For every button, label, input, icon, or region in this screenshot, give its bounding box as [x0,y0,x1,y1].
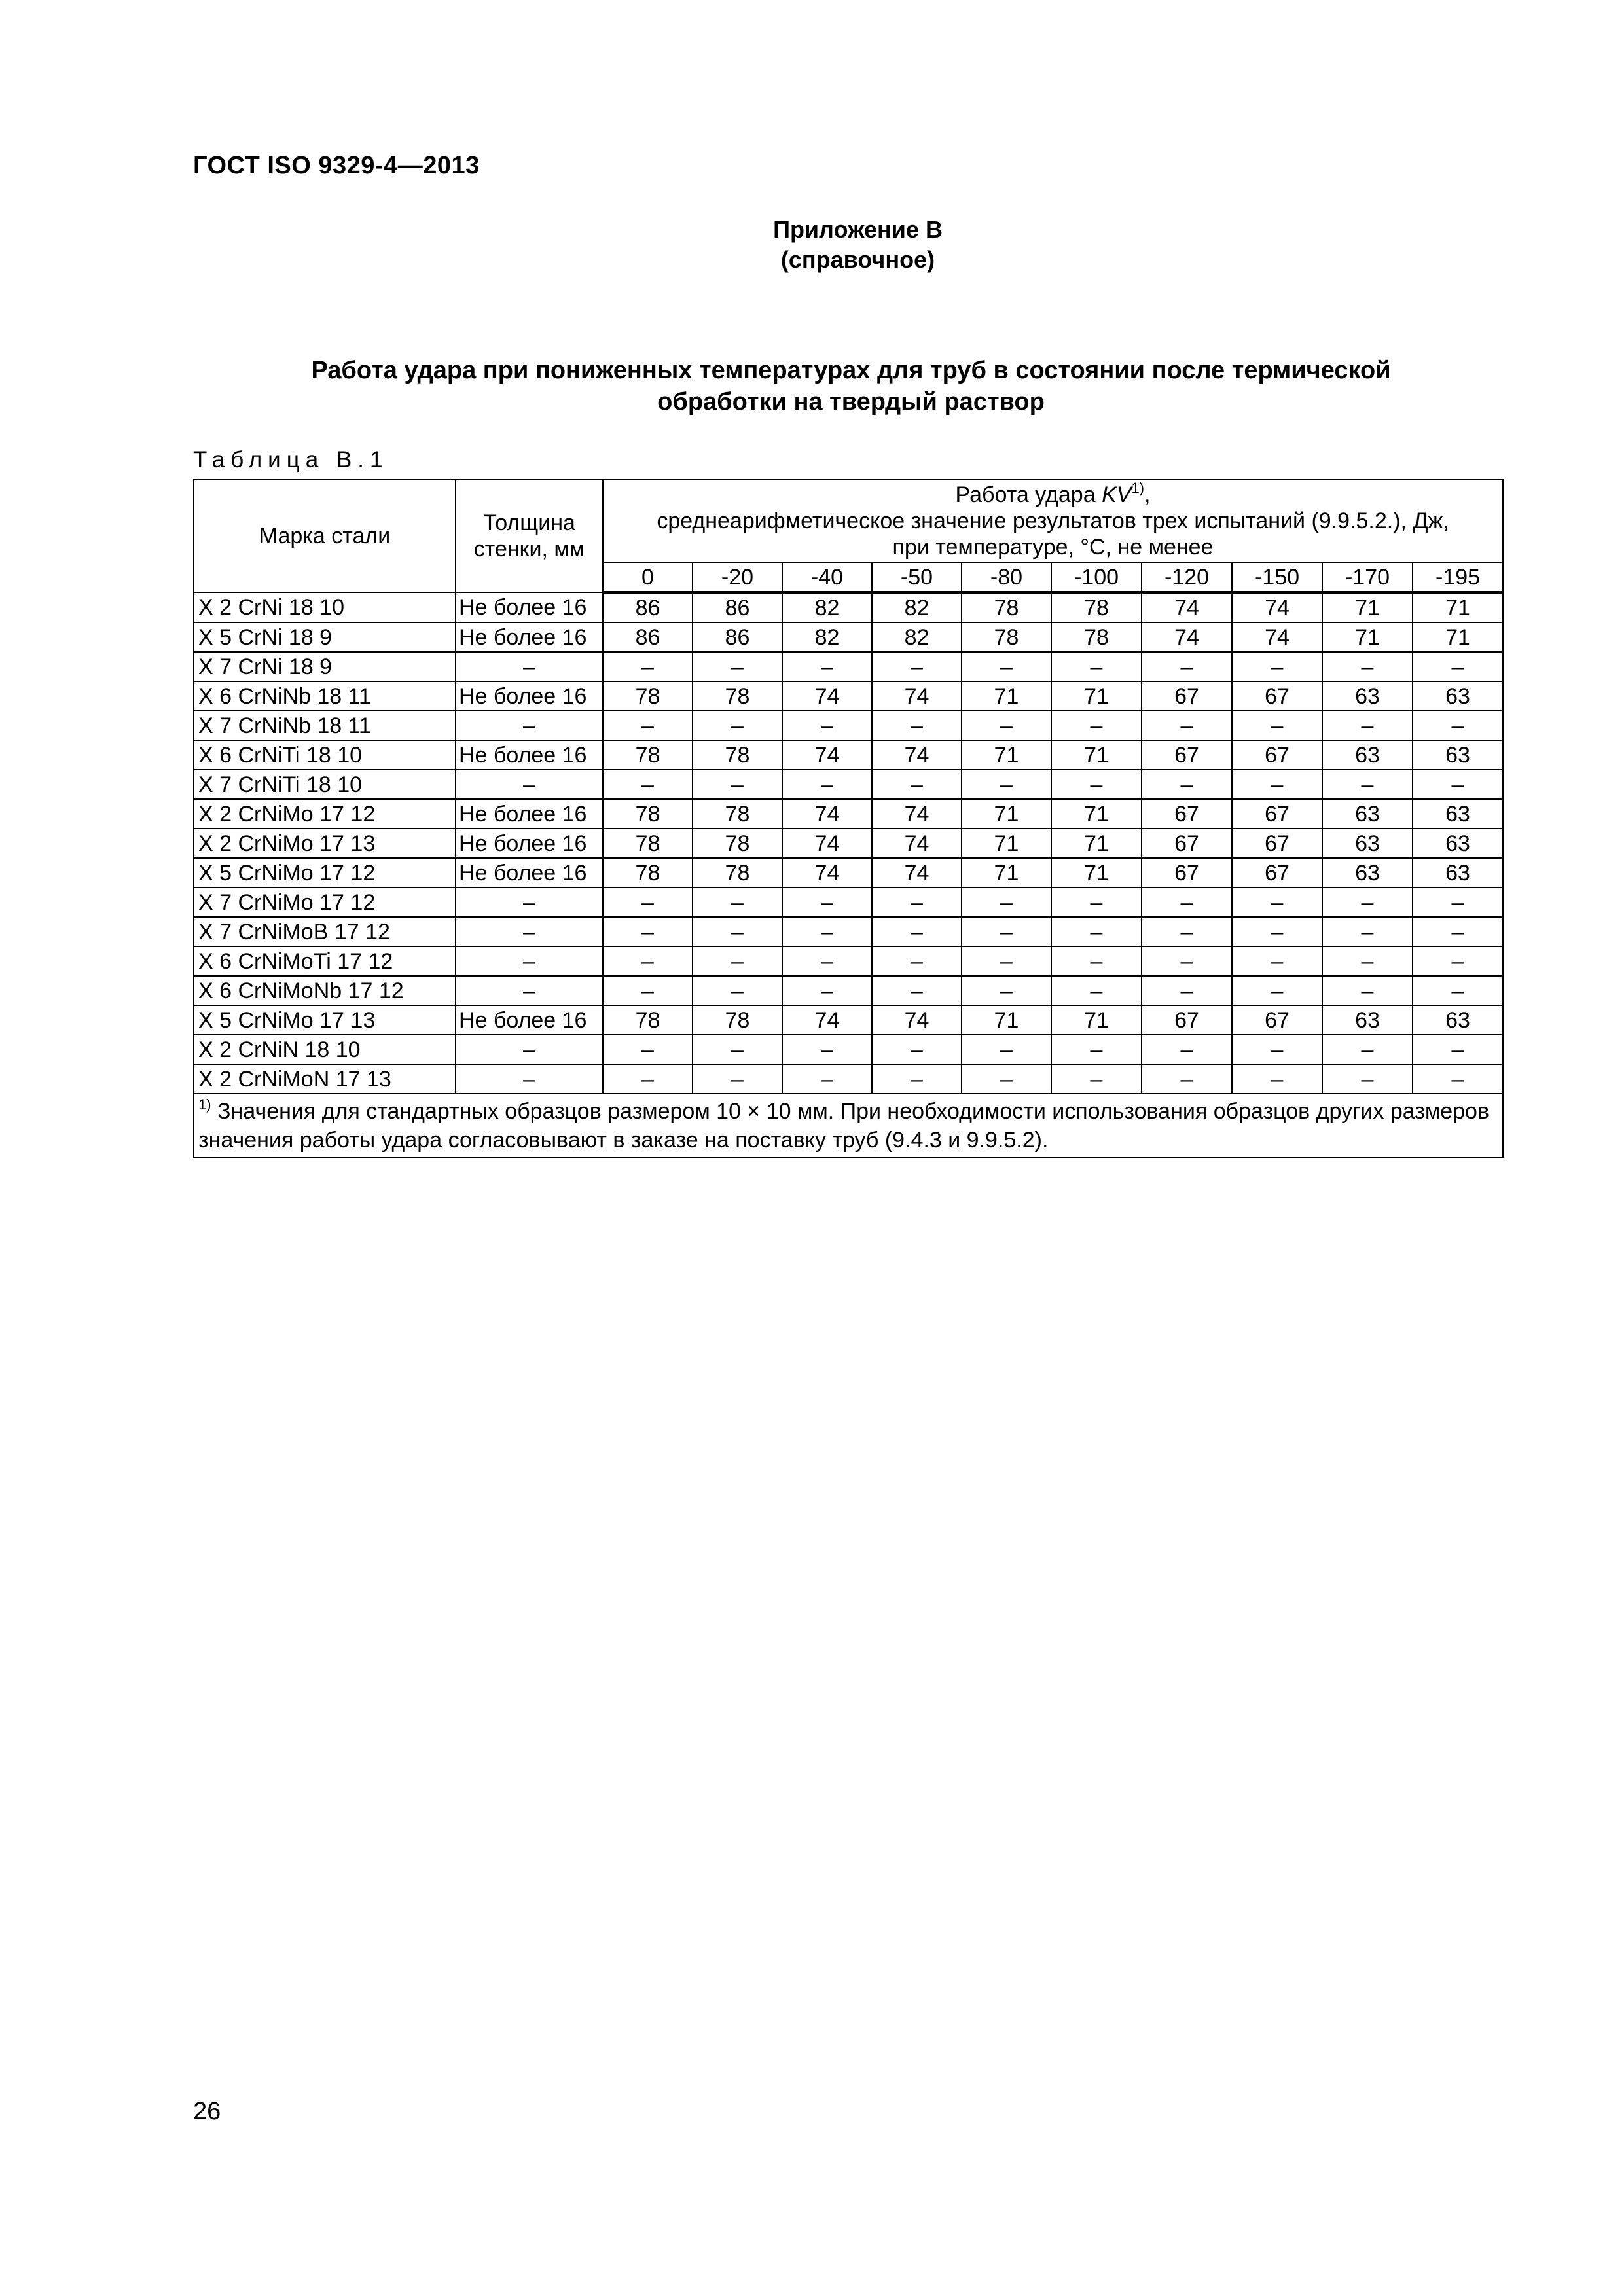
cell-thickness: – [456,770,603,799]
cell-value: 63 [1413,858,1503,888]
footnote-text: Значения для стандартных образцов размером 10 × 10 мм. При необходимости использования образцов других размеров значения работы удара согласовывают в заказе на поставку труб (9.4.3 и 9.9.5.2). [198,1099,1490,1153]
cell-value: 74 [782,1005,872,1035]
cell-grade: X 6 CrNiNb 18 11 [194,681,456,711]
table-row [194,829,1503,858]
cell-value: – [1142,917,1232,946]
cell-value: – [693,888,782,917]
cell-value: – [872,1064,962,1094]
cell-grade: X 7 CrNi 18 9 [194,652,456,681]
cell-value: 78 [603,858,693,888]
cell-value: – [1232,888,1322,917]
cell-value: – [1413,888,1503,917]
table-row [194,1064,1503,1094]
cell-thickness: – [456,711,603,740]
table-row [194,976,1503,1005]
cell-value: 67 [1232,829,1322,858]
cell-value: – [1051,770,1142,799]
cell-value: – [1051,946,1142,976]
cell-value: 63 [1322,740,1413,770]
cell-value: 78 [603,1005,693,1035]
cell-value: – [603,770,693,799]
cell-value: 67 [1142,829,1232,858]
cell-value: – [872,976,962,1005]
cell-value: 71 [1051,740,1142,770]
table-row [194,652,1503,681]
table-label: Таблица В.1 [193,447,389,473]
impact-label: Работа удара [955,482,1102,507]
cell-value: – [1142,946,1232,976]
cell-grade: X 5 CrNi 18 9 [194,622,456,652]
cell-value: 71 [1322,592,1413,622]
cell-value: 78 [962,592,1051,622]
cell-value: 63 [1413,829,1503,858]
page-title: Работа удара при пониженных температурах для труб в состоянии после термической обработки на твердый раствор [311,357,1391,416]
cell-value: 71 [1051,1005,1142,1035]
cell-value: – [603,946,693,976]
appendix-line2: (справочное) [780,246,935,273]
cell-value: – [872,770,962,799]
cell-value: 78 [603,681,693,711]
cell-value: – [1232,770,1322,799]
table-row [194,946,1503,976]
cell-value: 71 [962,858,1051,888]
table-row [194,711,1503,740]
cell-value: – [872,888,962,917]
cell-value: – [1232,917,1322,946]
cell-value: 86 [693,622,782,652]
header-temp-5: -100 [1051,562,1142,592]
table-row [194,917,1503,946]
cell-value: – [693,976,782,1005]
cell-value: – [603,888,693,917]
cell-value: – [1232,1064,1322,1094]
cell-value: 78 [1051,622,1142,652]
cell-value: – [693,770,782,799]
cell-value: – [782,1035,872,1064]
cell-thickness: Не более 16 [456,799,603,829]
cell-value: – [872,946,962,976]
cell-grade: X 2 CrNiMo 17 13 [194,829,456,858]
header-temp-9: -195 [1413,562,1503,592]
cell-value: – [1051,976,1142,1005]
cell-value: – [1322,770,1413,799]
header-temp-6: -120 [1142,562,1232,592]
cell-value: – [603,1035,693,1064]
cell-value: 67 [1232,799,1322,829]
impact-kv: KV [1102,482,1132,507]
header-temp-0: 0 [603,562,693,592]
table-row [194,799,1503,829]
cell-value: – [782,917,872,946]
cell-value: – [1413,770,1503,799]
header-thickness-line1: Толщина [483,511,575,535]
cell-grade: X 2 CrNiN 18 10 [194,1035,456,1064]
footnote [194,1094,1503,1158]
cell-value: 78 [603,740,693,770]
cell-value: – [1413,976,1503,1005]
header-temp-1: -20 [693,562,782,592]
cell-value: 67 [1232,1005,1322,1035]
cell-value: – [1232,976,1322,1005]
cell-value: – [782,770,872,799]
cell-value: – [1413,917,1503,946]
cell-grade: X 2 CrNi 18 10 [194,592,456,622]
impact-comma: , [1144,482,1151,507]
cell-grade: X 6 CrNiMoTi 17 12 [194,946,456,976]
cell-value: 86 [693,592,782,622]
cell-value: – [693,711,782,740]
cell-value: – [1322,652,1413,681]
cell-value: – [603,652,693,681]
cell-value: – [962,770,1051,799]
cell-thickness: – [456,946,603,976]
cell-value: – [1051,917,1142,946]
cell-value: – [1051,888,1142,917]
table-row [194,1005,1503,1035]
cell-value: – [603,711,693,740]
header-impact-line3: при температуре, °С, не менее [892,535,1214,560]
cell-value: 74 [1232,622,1322,652]
cell-grade: X 5 CrNiMo 17 12 [194,858,456,888]
cell-value: – [1142,711,1232,740]
cell-value: – [782,976,872,1005]
cell-value: – [693,1035,782,1064]
cell-value: – [782,711,872,740]
header-thickness [456,480,603,592]
cell-value: 82 [872,592,962,622]
cell-value: 74 [782,829,872,858]
cell-value: 74 [872,1005,962,1035]
cell-value: 71 [1051,858,1142,888]
cell-value: – [782,1064,872,1094]
cell-value: 67 [1232,740,1322,770]
cell-thickness: – [456,917,603,946]
cell-value: 74 [1142,592,1232,622]
cell-value: – [962,946,1051,976]
cell-value: – [1322,888,1413,917]
cell-value: – [782,888,872,917]
header-grade: Марка стали [194,480,456,592]
impact-footnote-ref: 1) [1131,480,1144,496]
cell-value: – [1051,1035,1142,1064]
cell-thickness: – [456,1035,603,1064]
cell-value: – [1142,888,1232,917]
cell-value: 71 [1051,799,1142,829]
cell-value: – [1232,652,1322,681]
table-row [194,858,1503,888]
cell-value: – [962,1035,1051,1064]
cell-value: 71 [1413,592,1503,622]
cell-value: – [1142,1064,1232,1094]
cell-value: – [693,1064,782,1094]
cell-grade: X 2 CrNiMoN 17 13 [194,1064,456,1094]
page-number: 26 [193,2098,221,2125]
cell-value: 82 [782,622,872,652]
header-temp-2: -40 [782,562,872,592]
cell-value: – [1142,770,1232,799]
cell-value: 74 [782,740,872,770]
cell-value: 78 [693,799,782,829]
cell-thickness: Не более 16 [456,740,603,770]
cell-value: 78 [693,829,782,858]
cell-value: 67 [1142,740,1232,770]
cell-value: – [1413,711,1503,740]
cell-value: 74 [782,681,872,711]
cell-value: 78 [603,829,693,858]
cell-value: 67 [1142,799,1232,829]
cell-value: – [1322,711,1413,740]
cell-value: – [782,946,872,976]
cell-value: 74 [872,858,962,888]
cell-value: 78 [1051,592,1142,622]
cell-value: 74 [872,799,962,829]
cell-value: – [872,917,962,946]
cell-value: 63 [1413,740,1503,770]
appendix-heading [0,215,1624,275]
cell-value: 67 [1142,1005,1232,1035]
header-thickness-line2: стенки, мм [473,537,585,562]
cell-value: – [1413,1064,1503,1094]
cell-value: – [1413,652,1503,681]
cell-value: – [872,711,962,740]
cell-value: 74 [1232,592,1322,622]
cell-value: 74 [782,858,872,888]
cell-value: – [693,946,782,976]
cell-value: – [1142,652,1232,681]
cell-value: – [872,652,962,681]
header-row-1 [194,480,1503,562]
cell-thickness: – [456,1064,603,1094]
cell-value: – [782,652,872,681]
cell-value: 63 [1413,1005,1503,1035]
cell-value: 63 [1413,799,1503,829]
cell-thickness: Не более 16 [456,1005,603,1035]
header-impact [603,480,1503,562]
cell-value: 71 [962,799,1051,829]
cell-value: – [1413,1035,1503,1064]
cell-grade: X 6 CrNiMoNb 17 12 [194,976,456,1005]
cell-value: 71 [962,1005,1051,1035]
cell-value: – [1322,976,1413,1005]
cell-value: 67 [1142,681,1232,711]
cell-value: 74 [872,829,962,858]
cell-value: 78 [603,799,693,829]
cell-value: 71 [1051,829,1142,858]
cell-value: 74 [1142,622,1232,652]
cell-value: 63 [1322,681,1413,711]
cell-value: – [1142,1035,1232,1064]
cell-grade: X 7 CrNiMo 17 12 [194,888,456,917]
cell-value: – [1051,652,1142,681]
impact-table [193,479,1504,1158]
cell-value: 74 [782,799,872,829]
cell-value: – [1051,711,1142,740]
cell-value: 71 [1322,622,1413,652]
cell-value: – [962,1064,1051,1094]
cell-value: 74 [872,681,962,711]
cell-value: 78 [693,740,782,770]
cell-thickness: Не более 16 [456,829,603,858]
cell-value: – [1413,946,1503,976]
header-temp-4: -80 [962,562,1051,592]
cell-value: 71 [962,740,1051,770]
cell-value: – [1232,946,1322,976]
header-temp-7: -150 [1232,562,1322,592]
cell-value: – [603,917,693,946]
cell-value: 71 [1413,622,1503,652]
table-body [194,592,1503,1158]
cell-value: – [962,917,1051,946]
cell-value: 71 [962,681,1051,711]
cell-value: 82 [782,592,872,622]
cell-thickness: Не более 16 [456,622,603,652]
table-row [194,622,1503,652]
cell-value: – [693,652,782,681]
cell-value: 86 [603,622,693,652]
cell-value: 67 [1232,681,1322,711]
cell-value: – [1322,946,1413,976]
cell-grade: X 2 CrNiMo 17 12 [194,799,456,829]
cell-value: – [962,976,1051,1005]
cell-thickness: – [456,652,603,681]
header-temp-8: -170 [1322,562,1413,592]
footnote-row [194,1094,1503,1158]
footnote-mark: 1) [198,1096,211,1113]
cell-thickness: Не более 16 [456,681,603,711]
cell-value: – [962,711,1051,740]
cell-value: – [1322,917,1413,946]
header-temp-3: -50 [872,562,962,592]
cell-grade: X 7 CrNiNb 18 11 [194,711,456,740]
cell-value: – [1322,1035,1413,1064]
cell-thickness: – [456,888,603,917]
cell-value: 71 [962,829,1051,858]
cell-value: – [1051,1064,1142,1094]
cell-value: 78 [693,1005,782,1035]
cell-value: 63 [1322,799,1413,829]
cell-value: – [693,917,782,946]
appendix-line1: Приложение В [773,216,943,243]
cell-value: 71 [1051,681,1142,711]
cell-value: – [1322,1064,1413,1094]
document-code: ГОСТ ISO 9329-4—2013 [193,152,480,179]
cell-value: 67 [1232,858,1322,888]
cell-value: 78 [962,622,1051,652]
cell-value: 63 [1413,681,1503,711]
cell-value: 63 [1322,858,1413,888]
cell-value: – [872,1035,962,1064]
cell-value: – [962,888,1051,917]
cell-value: – [603,976,693,1005]
table-row [194,1035,1503,1064]
cell-value: 63 [1322,1005,1413,1035]
table-row [194,888,1503,917]
cell-grade: X 5 CrNiMo 17 13 [194,1005,456,1035]
cell-value: 82 [872,622,962,652]
header-impact-line1 [606,482,1500,508]
cell-value: – [1232,711,1322,740]
header-impact-line2: среднеарифметическое значение результатов трех испытаний (9.9.5.2.), Дж, [657,509,1449,533]
cell-value: – [1232,1035,1322,1064]
cell-thickness: Не более 16 [456,592,603,622]
cell-thickness: – [456,976,603,1005]
cell-value: – [1142,976,1232,1005]
cell-value: – [603,1064,693,1094]
cell-grade: X 6 CrNiTi 18 10 [194,740,456,770]
cell-value: 63 [1322,829,1413,858]
cell-thickness: Не более 16 [456,858,603,888]
cell-value: – [962,652,1051,681]
cell-value: 78 [693,681,782,711]
cell-value: 86 [603,592,693,622]
table-row [194,592,1503,622]
cell-grade: X 7 CrNiMoB 17 12 [194,917,456,946]
table-row [194,770,1503,799]
table-row [194,681,1503,711]
table-row [194,740,1503,770]
cell-grade: X 7 CrNiTi 18 10 [194,770,456,799]
cell-value: 74 [872,740,962,770]
cell-value: 67 [1142,858,1232,888]
cell-value: 78 [693,858,782,888]
